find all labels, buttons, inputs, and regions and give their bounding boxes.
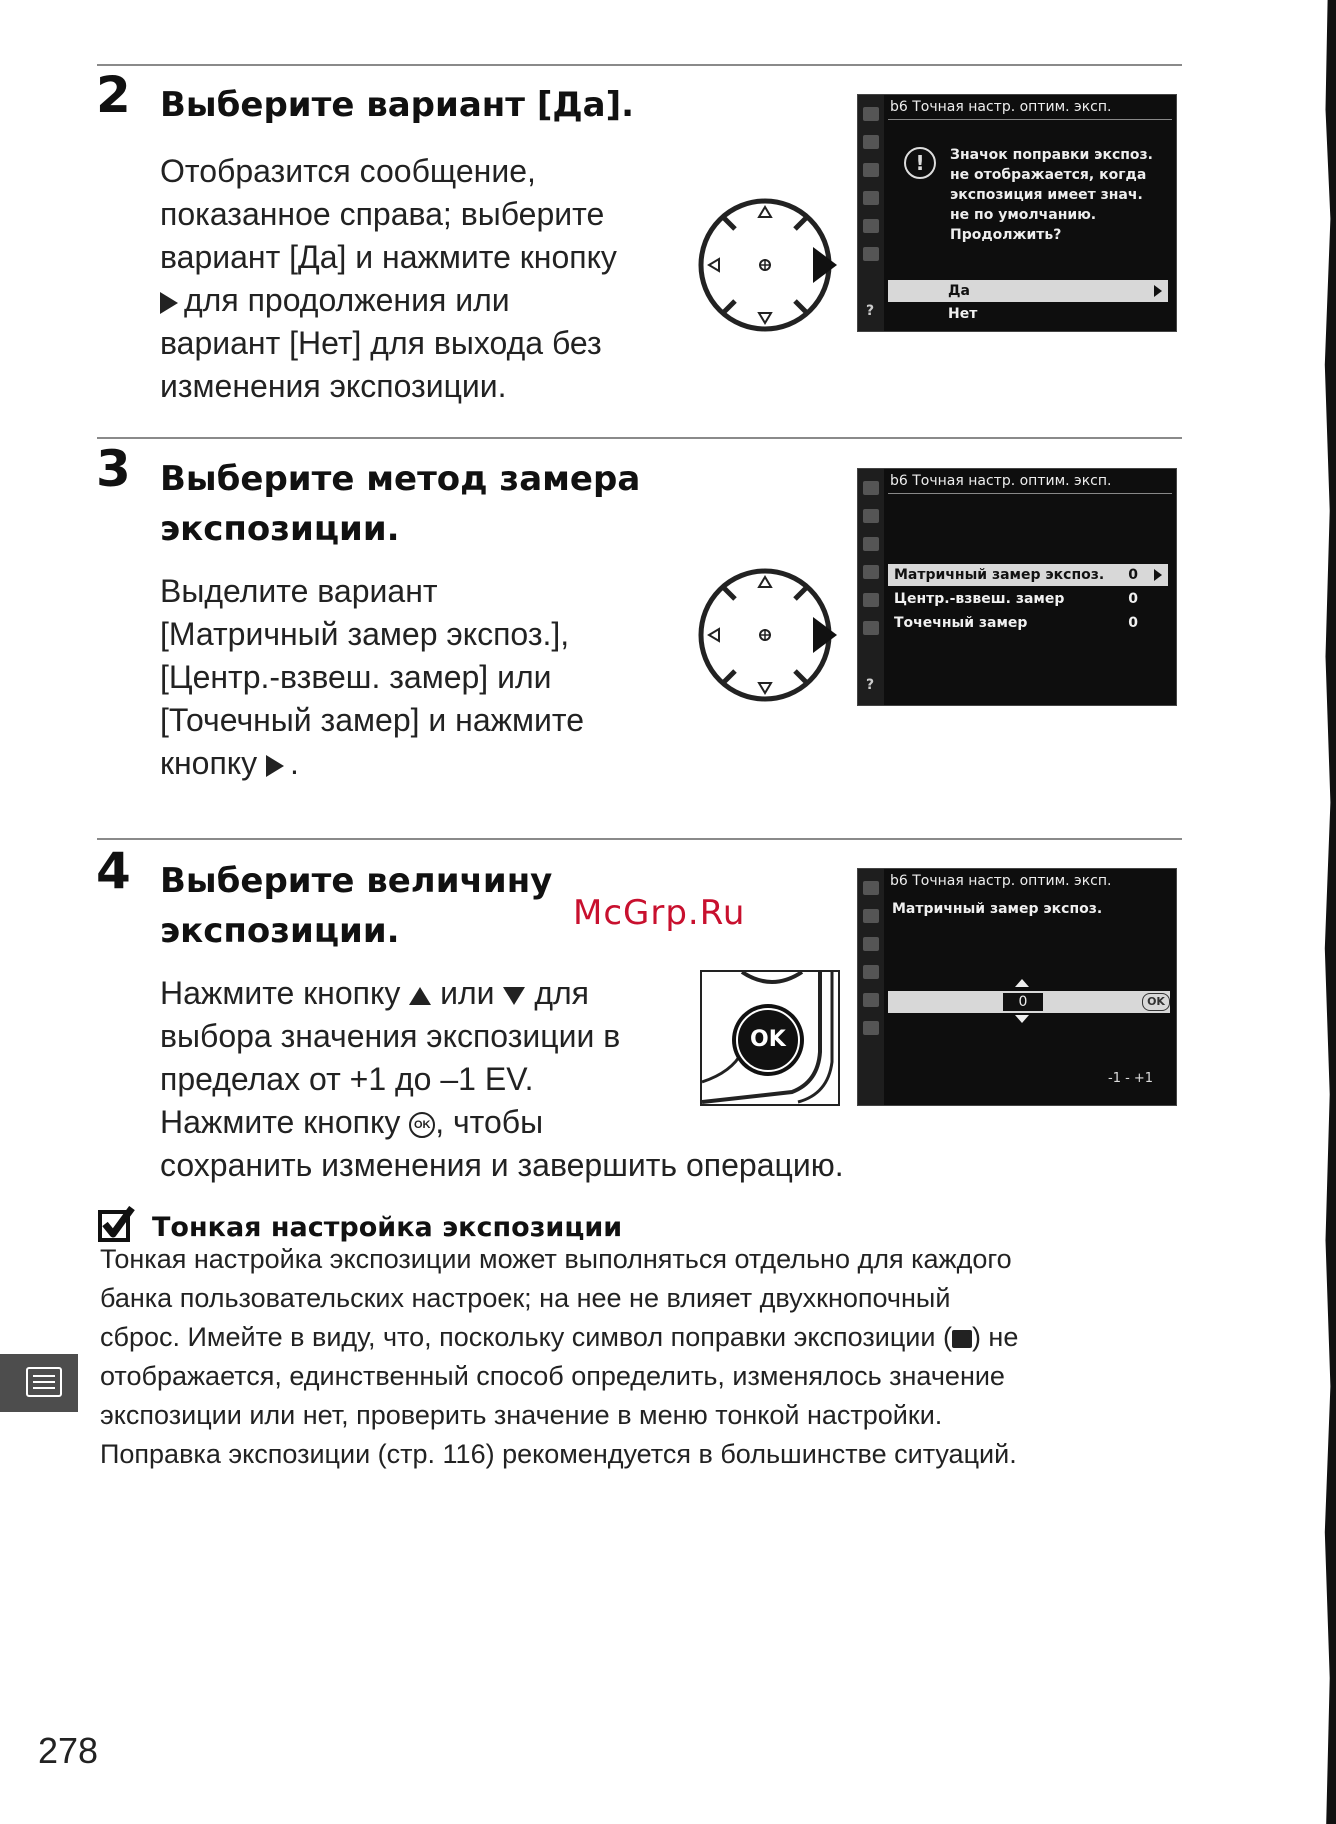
body-line: показанное справа; выберите [160,196,605,232]
body-line: изменения экспозиции. [160,368,507,404]
step-number: 4 [96,842,131,900]
ok-button-icon: OK [409,1112,435,1138]
checkmark-icon [98,1206,136,1242]
down-arrow-icon [1015,1015,1029,1023]
menu-list-icon [26,1367,62,1397]
body-line: кнопку . [160,745,299,781]
body-line: Выделите вариант [160,573,438,609]
multi-selector-right-icon [695,195,840,335]
body-line: Нажмите кнопку или для [160,975,589,1011]
help-icon: ? [866,303,875,319]
ok-button-illustration [700,970,840,1106]
screen-title: b6 Точная настр. оптим. эксп. [890,873,1112,889]
right-arrow-icon [1154,285,1162,297]
step-title: Выберите метод замера экспозиции. [160,459,641,549]
screen-subtitle: Матричный замер экспоз. [892,901,1103,917]
step-number: 2 [96,66,131,124]
screen-title: b6 Точная настр. оптим. эксп. [890,473,1112,489]
divider-step4 [97,838,1182,840]
body-line: Нажмите кнопку OK , чтобы [160,1104,544,1140]
menu-tabs [858,95,884,331]
step-number: 3 [96,440,131,498]
note-body: Тонкая настройка экспозиции может выполняться отдельно для каждого банка пользовательских настроек; на нее не влияет двухкнопочный сброс. Имейте в виду, что, поскольку символ поправки экспозиции ( ) не отображается, единственный способ определить, изменялось значение экспозиции или нет, проверить значение в меню тонкой настройки. Поправка экспозиции (стр. 116) рекомендуется в большинстве ситуаций. [100,1244,1019,1469]
menu-tabs [858,869,884,1105]
ok-confirm-icon: OK [1142,993,1170,1011]
body-line: [Матричный замер экспоз.], [160,616,570,652]
body-line: [Точечный замер] и нажмите [160,702,584,738]
right-arrow-icon [160,292,178,314]
metering-row-center[interactable]: Центр.-взвеш. замер 0 [894,591,1138,607]
body-line: вариант [Нет] для выхода без [160,325,602,361]
watermark: McGrp.Ru [573,893,746,933]
metering-row-matrix[interactable]: Матричный замер экспоз. 0 [888,564,1168,586]
value-box[interactable]: 0 [1003,993,1043,1011]
down-arrow-icon [503,987,525,1005]
body-line: вариант [Да] и нажмите кнопку [160,239,617,275]
camera-screen-value [857,868,1177,1106]
page-number: 278 [38,1730,99,1771]
body-line: пределах от +1 до –1 EV. [160,1061,534,1097]
body-line: для продолжения или [160,279,680,322]
option-yes[interactable]: Да [888,280,1168,302]
divider-step3 [97,437,1182,439]
screen-message: Значок поправки экспоз. не отображается, когда экспозиция имеет знач. не по умолчанию. Продолжить? [950,147,1153,243]
note-title: Тонкая настройка экспозиции [152,1212,623,1243]
right-arrow-icon [266,755,284,777]
camera-screen-confirm [857,94,1177,332]
help-icon: ? [866,677,875,693]
metering-row-spot[interactable]: Точечный замер 0 [894,615,1138,631]
menu-tab-marker [0,1354,78,1412]
body-line: [Центр.-взвеш. замер] или [160,659,552,695]
warning-icon: ! [904,147,936,179]
up-arrow-icon [1015,979,1029,987]
exposure-compensation-icon [952,1330,972,1348]
option-no[interactable]: Нет [948,306,978,322]
menu-tabs [858,469,884,705]
range-label: -1 - +1 [1108,1071,1154,1086]
step-body [160,150,680,408]
multi-selector-right-icon [695,565,840,705]
step-title: Выберите вариант [Да]. [160,85,635,125]
body-line: Отобразится сообщение, [160,153,536,189]
step-title: Выберите величину экспозиции. [160,861,553,951]
divider-top [97,64,1182,66]
body-line: выбора значения экспозиции в [160,1018,621,1054]
ok-label: OK [750,1027,786,1052]
body-line: сохранить изменения и завершить операцию. [160,1147,844,1183]
screen-title: b6 Точная настр. оптим. эксп. [890,99,1112,115]
right-arrow-icon [1154,569,1162,581]
step-body [160,570,680,785]
page-edge [1322,0,1336,1824]
up-arrow-icon [409,987,431,1005]
camera-screen-metering [857,468,1177,706]
